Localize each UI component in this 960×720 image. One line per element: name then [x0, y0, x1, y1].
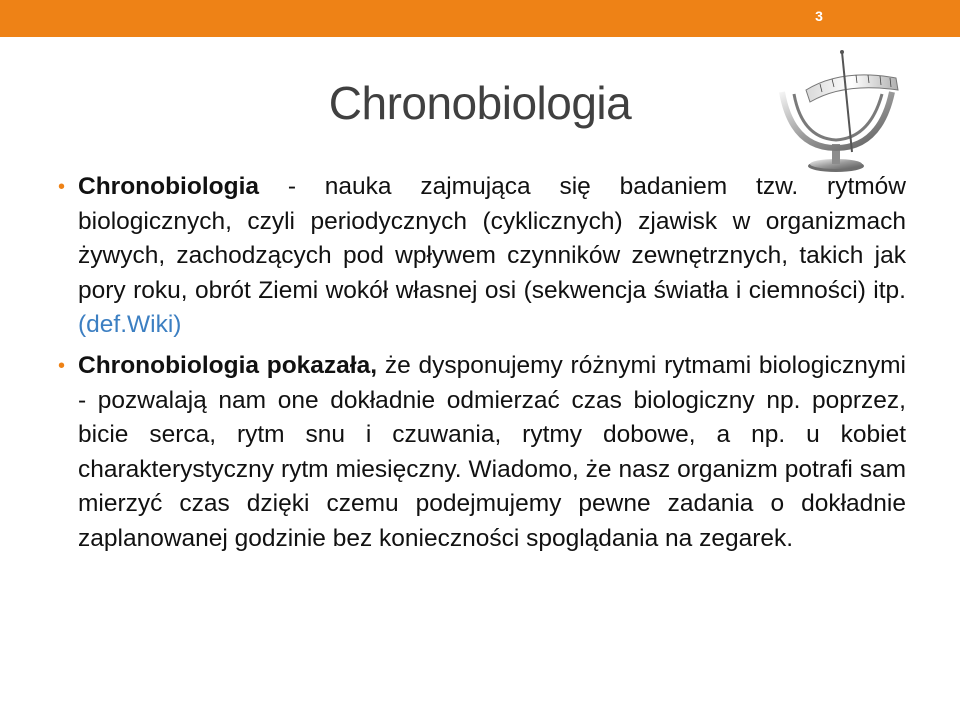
bullet-text: że dysponujemy różnymi rytmami biologicznymi - pozwalają nam one dokładnie odmierzać czas biologiczny np. poprzez, bicie serca, rytm snu i czuwania, rytmy dobowe, a np. u kobiet charakterystyczny rytm miesięczny. Wiadomo, że nasz organizm potrafi sam mierzyć czas dzięki czemu podejmujemy pewne zadania o dokładnie zaplanowanej godzinie bez konieczności spoglądania na zegarek. — [78, 351, 906, 552]
sundial-icon — [772, 48, 902, 176]
bullet-text: - nauka zajmująca się badaniem tzw. rytmów biologicznych, czyli periodycznych (cyklicznych) zjawisk w organizmach żywych, zachodzących pod wpływem czynników zewnętrznych, takich jak pory roku, obrót Ziemi wokół własnej osi (sekwencja światła i ciemności) itp. — [78, 173, 906, 304]
bullet-term: Chronobiologia — [78, 173, 259, 200]
bullet-marker: • — [58, 176, 66, 198]
bullet-term: Chronobiologia pokazała, — [78, 351, 378, 379]
wiki-link[interactable]: (def.Wiki) — [78, 311, 182, 339]
bullet-item-definition — [58, 170, 906, 343]
slide-number: 3 — [815, 8, 823, 24]
bullet-marker: • — [58, 354, 66, 377]
bullet-item-findings — [58, 349, 906, 557]
slide-title: Chronobiologia — [328, 77, 632, 129]
bullet-list — [58, 170, 906, 563]
top-accent-bar — [0, 0, 960, 37]
